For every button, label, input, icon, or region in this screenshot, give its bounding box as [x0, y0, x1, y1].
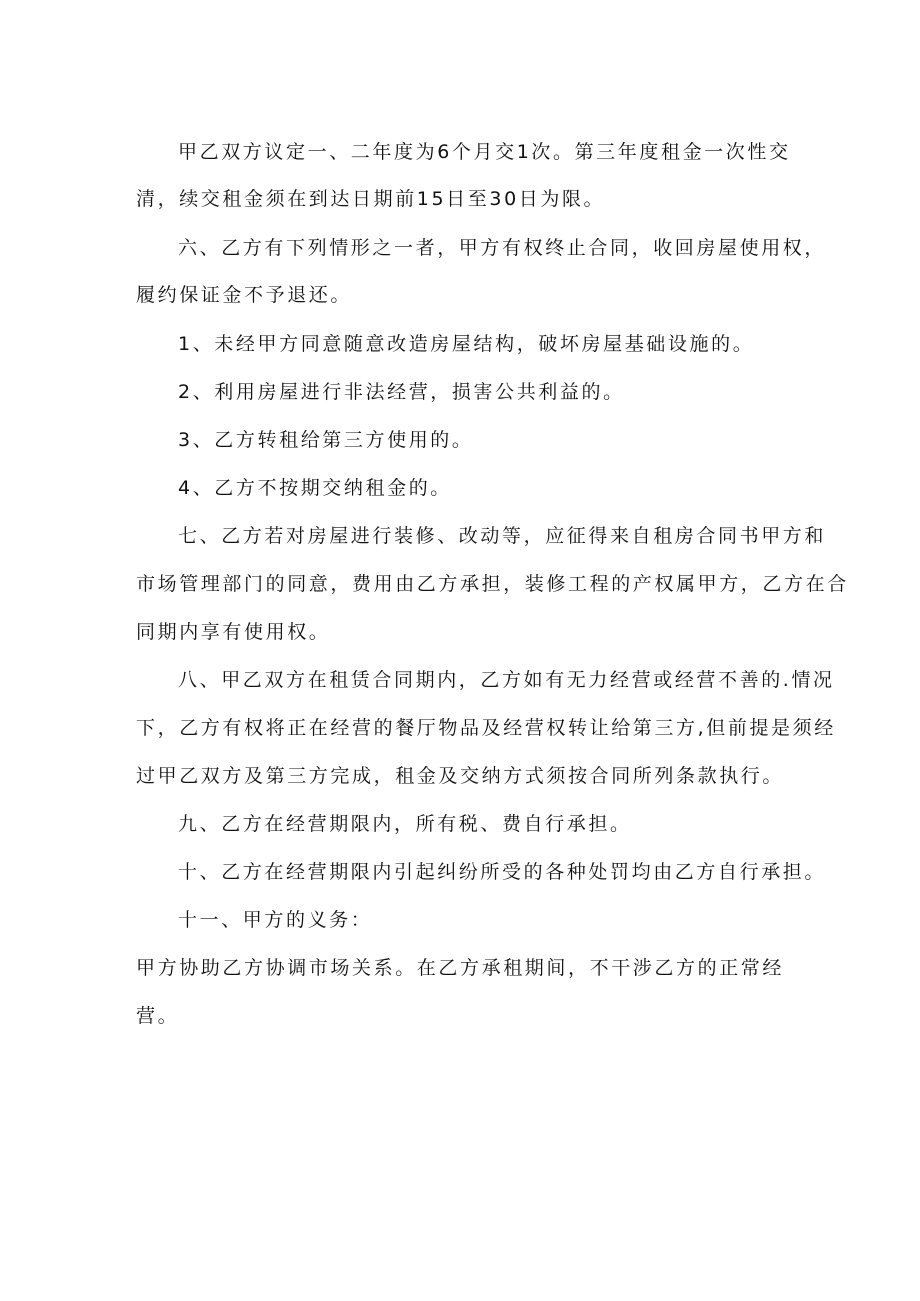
- text-line: 甲乙双方议定一、二年度为6个月交1次。第三年度租金一次性交: [178, 141, 791, 163]
- text-line: 履约保证金不予退还。: [136, 284, 353, 306]
- text-line: 过甲乙双方及第三方完成，租金及交纳方式须按合同所列条款执行。: [136, 765, 785, 787]
- list-item: 4、乙方不按期交纳租金的。: [178, 477, 452, 499]
- text-line: 七、乙方若对房屋进行装修、改动等，应征得来自租房合同书甲方和: [178, 525, 827, 547]
- list-item: 1、未经甲方同意随意改造房屋结构，破坏房屋基础设施的。: [178, 333, 755, 355]
- text-line: 甲方协助乙方协调市场关系。在乙方承租期间，不干涉乙方的正常经: [136, 957, 785, 979]
- text-line: 八、甲乙双方在租赁合同期内，乙方如有无力经营或经营不善的.情况: [178, 669, 835, 691]
- text-line: 十、乙方在经营期限内引起纠纷所受的各种处罚均由乙方自行承担。: [178, 861, 827, 883]
- text-line: 九、乙方在经营期限内，所有税、费自行承担。: [178, 813, 632, 835]
- section-heading: 十一、甲方的义务：: [178, 909, 373, 931]
- list-item: 3、乙方转租给第三方使用的。: [178, 429, 474, 451]
- list-item: 2、利用房屋进行非法经营，损害公共利益的。: [178, 381, 625, 403]
- text-line: 营。: [136, 1005, 180, 1027]
- text-line: 六、乙方有下列情形之一者，甲方有权终止合同，收回房屋使用权，: [178, 237, 827, 259]
- text-line: 市场管理部门的同意，费用由乙方承担，装修工程的产权属甲方，乙方在合: [136, 573, 849, 595]
- text-line: 下，乙方有权将正在经营的餐厅物品及经营权转让给第三方,但前提是须经: [136, 717, 836, 739]
- text-line: 清，续交租金须在到达日期前15日至30日为限。: [136, 188, 606, 210]
- text-line: 同期内享有使用权。: [136, 621, 331, 643]
